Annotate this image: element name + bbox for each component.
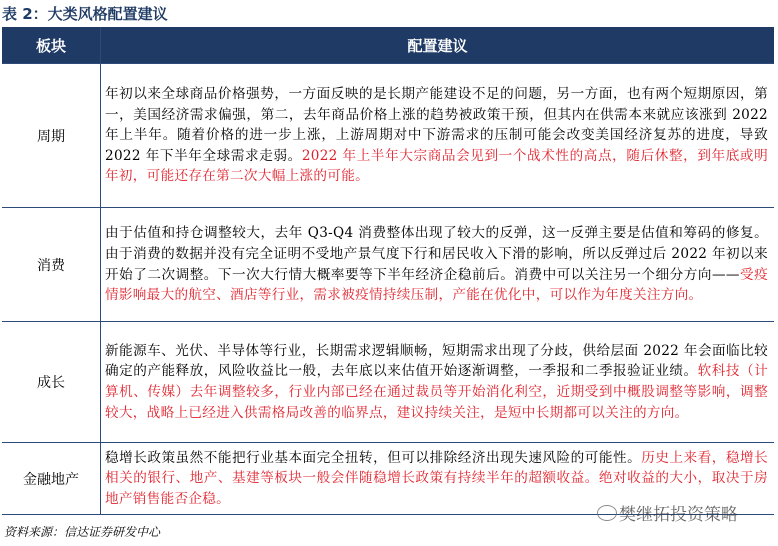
sector-cell: 成长 [2,322,101,443]
sector-cell: 周期 [2,64,101,208]
advice-highlight: 软科技（计算机、传媒）去年调整较多，行业内部已经在通过裁员等开始消化利空，近期受到中概股调整等影响，调整较大，战略上已经进入供需格局改善的临界点，建议持续关注，是短中长期都可以关注的方向。 [105,363,768,421]
table-row [2,64,774,208]
table-row [2,208,774,322]
advice-highlight: 历史上来看，稳增长相关的银行、地产、基建等板块一般会伴随稳增长政策有持续半年的超额收益。绝对收益的大小，取决于房地产销售能否企稳。 [105,449,768,507]
advice-text: 由于估值和持仓调整较大，去年 Q3-Q4 消费整体出现了较大的反弹，这一反弹主要是估值和筹码的修复。由于消费的数据并没有完全证明不受地产景气度下行和居民收入下滑的影响，所以反弹过后 2022 年初以来开始了二次调整。下一次大行情大概率要等下半年经济企稳前后。消费中可以关注另一个细分方向—— [105,225,768,283]
advice-cell [101,322,775,443]
watermark [597,500,777,538]
advice-text: 年初以来全球商品价格强势，一方面反映的是长期产能建设不足的问题，另一方面，也有两个短期原因，第一，美国经济需求偏强，第二，去年商品价格上涨的趋势被政策干预，但其内在供需本来就应该涨到 2022 年上半年。随着价格的进一步上涨，上游周期对中下游需求的压制可能会改变美国经济复苏的进度，导致 2022 年下半年全球需求走弱。 [105,86,768,164]
advice-highlight: 2022 年上半年大宗商品会见到一个战术性的高点，随后休整，到年底或明年初，可能还存在第二次大幅上涨的可能。 [105,147,768,185]
table-row [2,322,774,443]
advice-text: 新能源车、光伏、半导体等行业，长期需求逻辑顺畅，短期需求出现了分歧，供给层面 2022 年会面临比较确定的产能释放，风险收益比一般，去年底以来估值开始逐渐调整，一季报和二季报验证业绩。 [105,342,768,380]
header-advice: 配置建议 [101,27,775,64]
table-title: 表 2：大类风格配置建议 [2,5,168,23]
advice-cell [101,64,775,208]
source-note: 资料来源：信达证券研发中心 [4,525,161,539]
allocation-table [2,27,774,515]
advice-text: 稳增长政策虽然不能把行业基本面完全扭转，但可以排除经济出现失速风险的可能性。 [105,449,642,466]
advice-cell [101,208,775,322]
table-header-row [2,27,774,64]
watermark-text: 樊继拓投资策略 [619,505,738,525]
sector-cell: 金融地产 [2,443,101,515]
wechat-logo-icon [597,505,617,521]
advice-highlight: 受疫情影响最大的航空、酒店等行业，需求被疫情持续压制，产能在优化中，可以作为年度关注方向。 [105,266,768,304]
header-sector: 板块 [2,27,101,64]
sector-cell: 消费 [2,208,101,322]
